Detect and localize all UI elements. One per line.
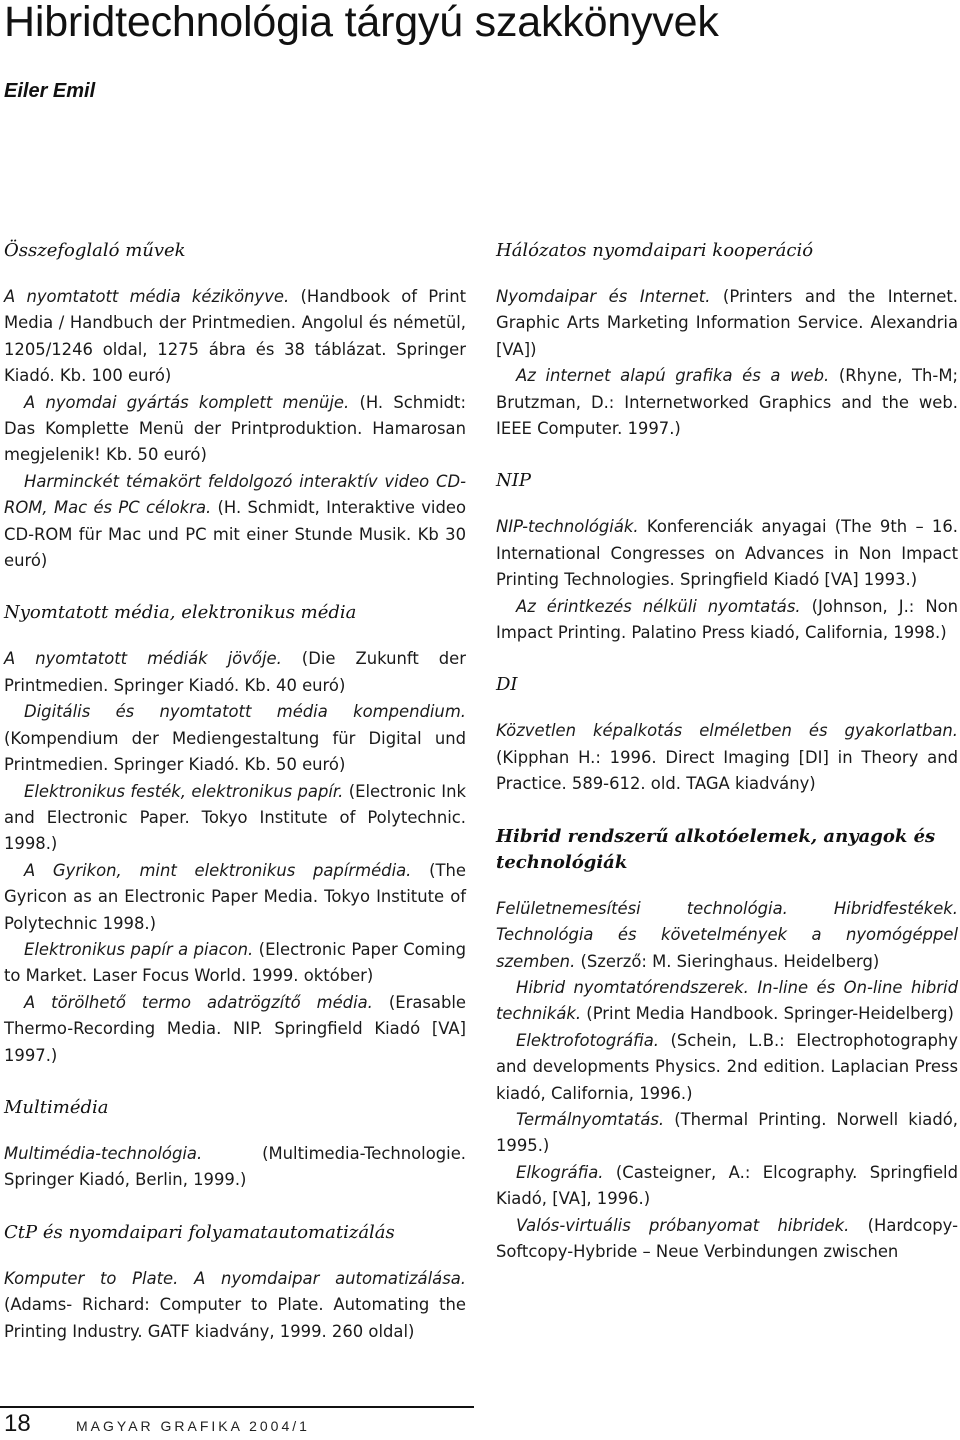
bibliography-entry	[4, 646, 466, 699]
entry-details: (Johnson, J.: Non Impact Printing. Palatino Press kiadó, California, 1998.)	[496, 596, 958, 643]
left-column	[4, 238, 466, 1371]
entry-details: Konferenciák anyagai (The 9th – 16. International Congresses on Advances in Non Impact Printing Technologies. Springfield Kiadó [VA] 1993.)	[496, 517, 958, 590]
entry-details: (Thermal Printing. Norwell kiadó, 1995.)	[496, 1109, 958, 1156]
entry-details: (Rhyne, Th-M; Brutzman, D.: Internetworked Graphics and the web. IEEE Computer. 1997.)	[496, 366, 959, 439]
page-number: 18	[4, 1410, 31, 1437]
author-name: Eiler Emil	[4, 80, 96, 102]
entry-details: (Die Zukunft der Printmedien. Springer Kiadó. Kb. 40 euró)	[4, 649, 466, 695]
entry-title: Elektronikus festék, elektronikus papír.	[24, 781, 344, 801]
entry-title: Az internet alapú grafika és a web.	[516, 366, 830, 386]
section-heading: Hálózatos nyomdaipari kooperáció	[496, 240, 814, 261]
entry-title: Közvetlen képalkotás elméletben és gyakorlatban.	[496, 721, 958, 741]
bibliography-entry	[496, 363, 958, 442]
bibliography-section	[496, 468, 958, 646]
bibliography-section	[4, 600, 466, 1069]
entry-details: (Kompendium der Mediengestaltung für Digital und Printmedien. Springer Kiadó. Kb. 50 euró)	[4, 728, 466, 775]
page-title: Hibridtechnológia tárgyú szakkönyvek	[4, 0, 719, 46]
bibliography-entry	[496, 594, 958, 647]
entry-details: (Multimedia-Technologie. Springer Kiadó, Berlin, 1999.)	[4, 1143, 466, 1190]
section-heading: Hibrid rendszerű alkotóelemek, anyagok és technológiák	[496, 825, 936, 873]
entry-title: A nyomtatott média kézikönyve.	[4, 287, 290, 306]
section-heading: CtP és nyomdaipari folyamatautomatizálás	[4, 1221, 395, 1243]
entry-title: A nyomdai gyártás komplett menüje.	[24, 392, 350, 412]
entry-details: (Szerző: M. Sieringhaus. Heidelberg)	[575, 951, 880, 971]
bibliography-entry	[496, 896, 958, 975]
section-heading: DI	[496, 674, 518, 696]
journal-name: MAGYAR GRAFIKA 2004/1	[76, 1418, 310, 1434]
entry-title: A nyomtatott médiák jövője.	[4, 649, 282, 669]
entry-details: (The Gyricon as an Electronic Paper Media. Tokyo Institute of Polytechnic 1998.)	[4, 860, 466, 933]
entry-details: (Electronic Ink and Electronic Paper. Tokyo Institute of Polytechnic. 1998.)	[4, 781, 466, 854]
section-heading: Multimédia	[4, 1096, 109, 1118]
bibliography-entry	[4, 699, 466, 778]
entry-title: Elektrofotográfia.	[516, 1030, 659, 1050]
entry-title: Digitális és nyomtatott média kompendium.	[24, 702, 466, 722]
entry-details: (Schein, L.B.: Electrophotography and developments Physics. 2nd edition. Laplacian Press kiadó, California, 1996.)	[496, 1030, 958, 1103]
bibliography-entry	[4, 1266, 466, 1345]
entry-title: Nyomdaipar és Internet.	[496, 287, 711, 306]
bibliography-entry	[496, 1160, 958, 1213]
bibliography-entry	[4, 390, 466, 469]
bibliography-section	[4, 238, 466, 574]
entry-details: (Hardcopy-Softcopy-Hybride – Neue Verbindungen zwischen	[496, 1215, 958, 1261]
section-heading: Összefoglaló művek	[4, 240, 186, 261]
entry-details: (Adams- Richard: Computer to Plate. Automating the Printing Industry. GATF kiadvány, 1999. 260 oldal)	[4, 1295, 466, 1341]
entry-details: (H. Schmidt, Interaktive video CD-ROM für Mac und PC mit einer Stunde Musik. Kb 30 euró)	[4, 498, 466, 571]
entry-details: (Print Media Handbook. Springer-Heidelberg)	[581, 1004, 954, 1024]
entry-title: A Gyrikon, mint elektronikus papírmédia.	[24, 860, 412, 880]
entry-title: Komputer to Plate. A nyomdaipar automatizálása.	[4, 1268, 466, 1288]
section-heading: NIP	[496, 470, 531, 492]
page-footer	[0, 1400, 960, 1440]
entry-details: (Handbook of Print Media / Handbuch der Printmedien. Angolul és németül, 1205/1246 oldal, 1275 ábra és 38 táblázat. Springer Kiadó. Kb. 100 euró)	[4, 287, 467, 386]
entry-details: (Kipphan H.: 1996. Direct Imaging [DI] in Theory and Practice. 589-612. old. TAGA kiadvány)	[496, 747, 958, 794]
entry-details: (Erasable Thermo-Recording Media. NIP. Springfield Kiadó [VA] 1997.)	[4, 992, 466, 1065]
bibliography-section	[496, 238, 958, 442]
entry-title: Felületnemesítési technológia. Hibridfestékek. Technológia és követelmények a nyomógéppel szemben.	[496, 898, 958, 971]
bibliography-section	[496, 824, 958, 1266]
entry-title: Valós-virtuális próbanyomat hibridek.	[516, 1215, 850, 1235]
entry-title: Elkográfia.	[516, 1162, 604, 1182]
bibliography-entry	[496, 284, 958, 363]
bibliography-entry	[496, 1028, 958, 1107]
right-column	[496, 238, 958, 1291]
bibliography-section	[4, 1095, 466, 1194]
entry-title: Multimédia-technológia.	[4, 1143, 203, 1163]
section-heading: Nyomtatott média, elektronikus média	[4, 602, 357, 624]
entry-title: Termálnyomtatás.	[516, 1109, 665, 1129]
bibliography-section	[4, 1220, 466, 1345]
bibliography-entry	[4, 858, 466, 937]
bibliography-entry	[4, 284, 466, 390]
entry-details: (Electronic Paper Coming to Market. Laser Focus World. 1999. október)	[4, 939, 466, 986]
bibliography-entry	[496, 514, 958, 593]
entry-details: (H. Schmidt: Das Komplette Menü der Printproduktion. Hamarosan megjelenik! Kb. 50 euró)	[4, 392, 466, 465]
entry-title: Az érintkezés nélküli nyomtatás.	[516, 596, 801, 616]
entry-title: Harminckét témakört feldolgozó interaktív video CD-ROM, Mac és PC célokra.	[4, 471, 466, 518]
bibliography-entry	[4, 779, 466, 858]
bibliography-entry	[4, 937, 466, 990]
bibliography-entry	[496, 718, 958, 797]
bibliography-section	[496, 672, 958, 797]
entry-title: A törölhető termo adatrögzítő média.	[24, 992, 373, 1012]
bibliography-entry	[496, 975, 958, 1028]
bibliography-entry	[496, 1213, 958, 1266]
bibliography-entry	[4, 1141, 466, 1194]
bibliography-entry	[4, 469, 466, 575]
entry-details: (Casteigner, A.: Elcography. Springfield Kiadó, [VA], 1996.)	[496, 1162, 958, 1209]
entry-title: NIP-technológiák.	[496, 517, 639, 537]
bibliography-entry	[496, 1107, 958, 1160]
bibliography-entry	[4, 990, 466, 1069]
entry-details: (Printers and the Internet. Graphic Arts Marketing Information Service. Alexandria [VA])	[496, 287, 958, 359]
footer-rule	[0, 1406, 474, 1408]
entry-title: Elektronikus papír a piacon.	[24, 939, 254, 959]
entry-title: Hibrid nyomtatórendszerek. In-line és On-line hibrid technikák.	[496, 977, 958, 1024]
